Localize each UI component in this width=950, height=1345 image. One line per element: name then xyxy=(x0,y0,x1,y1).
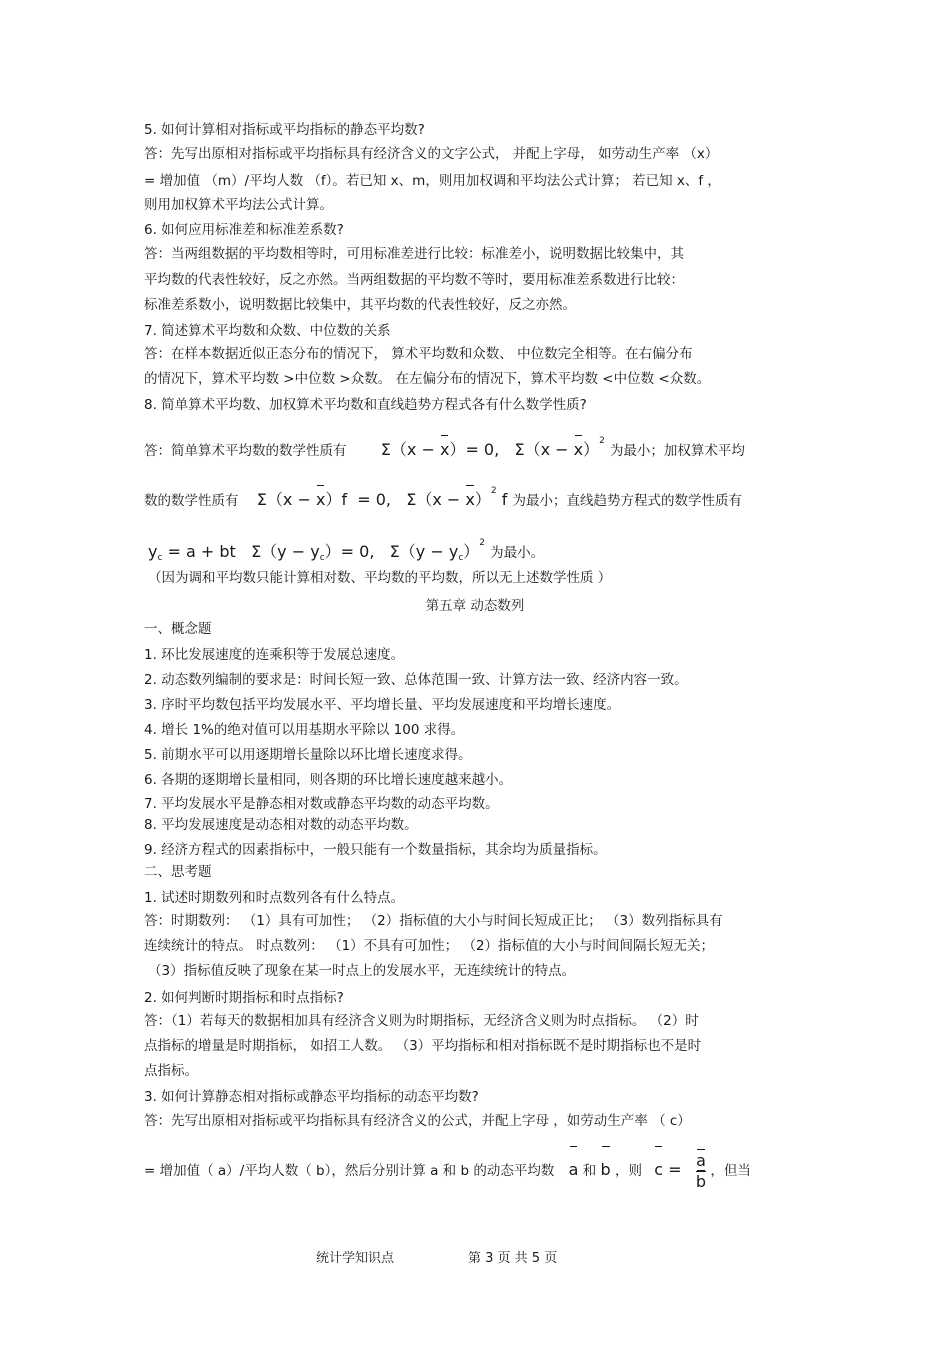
think-q2-answer-line-2: 点指标的增量是时期指标， 如招工人数。 （3）平均指标和相对指标既不是时期指标也不是时 xyxy=(144,1038,702,1054)
q8-formula-line-1 xyxy=(144,428,745,464)
concept-item: 3. 序时平均数包括平均发展水平、平均增长量、平均发展速度和平均增长速度。 xyxy=(144,697,621,713)
q5-answer-line-1: 答：先写出原相对指标或平均指标具有经济含义的文字公式， 并配上字母， 如劳动生产率 （x） xyxy=(144,146,719,162)
think-q3-answer-line-1: 答：先写出原相对指标或平均指标具有经济含义的公式，并配上字母 ，如劳动生产率 （ c） xyxy=(144,1113,691,1129)
c-ratio-fraction: $\frac{a}{b}$ xyxy=(695,1150,707,1191)
q5-title: 5. 如何计算相对指标或平均指标的静态平均数? xyxy=(144,122,425,138)
concept-heading: 一、概念题 xyxy=(144,621,212,637)
think-q1-answer-line-3: （3）指标值反映了现象在某一时点上的发展水平，无连续统计的特点。 xyxy=(148,963,576,979)
q7-title: 7. 简述算术平均数和众数、中位数的关系 xyxy=(144,323,391,339)
concept-item: 5. 前期水平可以用逐期增长量除以环比增长速度求得。 xyxy=(144,747,472,763)
weighted-mean-properties-formula: Σ（x − x）f = 0, $\Sigma(x - x)^2$ f xyxy=(257,490,513,509)
q8-line1-text: 答：简单算术平均数的数学性质有 xyxy=(144,443,347,459)
think-q3-then: ，则 xyxy=(615,1163,642,1179)
chapter-title: 第五章 动态数列 xyxy=(425,598,525,614)
q8-formula-line-2 xyxy=(144,478,742,514)
q8-line2-tail: 为最小；直线趋势方程式的数学性质有 xyxy=(512,493,742,509)
simple-mean-properties-formula: Σ（x − x）= 0, $\Sigma(x - x)^2$ xyxy=(381,440,610,459)
q8-line1-tail: 为最小；加权算术平均 xyxy=(609,443,745,459)
think-q3-line2-text: = 增加值（ a）/平均人数（ b），然后分别计算 a 和 b 的动态平均数 xyxy=(144,1163,555,1179)
q8-note: （因为调和平均数只能计算相对数、平均数的平均数，所以无上述数学性质 ） xyxy=(148,570,612,586)
concept-item: 2. 动态数列编制的要求是：时间长短一致、总体范围一致、计算方法一致、经济内容一致。 xyxy=(144,672,688,688)
q6-answer-line-2: 平均数的代表性较好，反之亦然。当两组数据的平均数不等时，要用标准差系数进行比较： xyxy=(144,272,684,288)
think-q1-title: 1. 试述时期数列和时点数列各有什么特点。 xyxy=(144,890,405,906)
think-heading: 二、思考题 xyxy=(144,864,212,880)
concept-item: 6. 各期的逐期增长量相同，则各期的环比增长速度越来越小。 xyxy=(144,772,513,788)
footer-left: 统计学知识点 xyxy=(316,1251,395,1266)
q6-answer-line-1: 答：当两组数据的平均数相等时，可用标准差进行比较：标准差小，说明数据比较集中，其 xyxy=(144,246,684,262)
think-q1-answer-line-1: 答：时期数列： （1）具有可加性； （2）指标值的大小与时间长短成正比； （3）数列指标具有 xyxy=(144,913,723,929)
concept-item: 7. 平均发展水平是静态相对数或静态平均数的动态平均数。 xyxy=(144,796,499,812)
q8-formula-line-3 xyxy=(144,530,544,571)
q8-line2-text: 数的数学性质有 xyxy=(144,493,239,509)
concept-item: 8. 平均发展速度是动态相对数的动态平均数。 xyxy=(144,817,418,833)
trend-equation-properties-formula: $y_c = a$ + bt $\Sigma(y - y_c)= 0$, $\Sigma(y - y_c)^2$ xyxy=(148,538,486,563)
concept-item: 4. 增长 1%的绝对值可以用基期水平除以 100 求得。 xyxy=(144,722,465,738)
q8-title: 8. 简单算术平均数、加权算术平均数和直线趋势方程式各有什么数学性质? xyxy=(144,397,587,413)
q5-answer-line-2: = 增加值 （m）/平均人数 （f）。若已知 x、m，则用加权调和平均法公式计算； 若已知 x、f ， xyxy=(144,173,721,189)
q5-answer-line-3: 则用加权算术平均法公式计算。 xyxy=(144,197,333,213)
q8-line3-tail: 为最小。 xyxy=(490,545,545,561)
think-q2-title: 2. 如何判断时期指标和时点指标? xyxy=(144,990,344,1006)
mean-b-symbol: b xyxy=(601,1160,611,1179)
q6-title: 6. 如何应用标准差和标准差系数? xyxy=(144,222,344,238)
think-q3-answer-line-2 xyxy=(144,1148,751,1193)
q7-answer-line-1: 答：在样本数据近似正态分布的情况下， 算术平均数和众数、 中位数完全相等。在右偏分布 xyxy=(144,346,693,362)
concept-item: 9. 经济方程式的因素指标中，一般只能有一个数量指标，其余均为质量指标。 xyxy=(144,842,607,858)
mean-a-symbol: a xyxy=(569,1160,579,1179)
think-q3-title: 3. 如何计算静态相对指标或静态平均指标的动态平均数? xyxy=(144,1089,479,1105)
think-q3-tail: ，但当 xyxy=(710,1163,751,1179)
think-q3-and: 和 xyxy=(582,1163,597,1179)
q7-answer-line-2: 的情况下，算术平均数 >中位数 >众数。 在左偏分布的情况下，算术平均数 <中位数 <众数。 xyxy=(144,371,711,387)
concept-item: 1. 环比发展速度的连乘积等于发展总速度。 xyxy=(144,647,405,663)
mean-c-symbol: c = xyxy=(654,1160,681,1179)
think-q2-answer-line-1: 答：（1）若每天的数据相加具有经济含义则为时期指标，无经济含义则为时点指标。 （2）时 xyxy=(144,1013,699,1029)
footer-page-number: 第 3 页 共 5 页 xyxy=(468,1251,558,1266)
q6-answer-line-3: 标准差系数小，说明数据比较集中，其平均数的代表性较好，反之亦然。 xyxy=(144,297,576,313)
think-q1-answer-line-2: 连续统计的特点。 时点数列： （1）不具有可加性； （2）指标值的大小与时间间隔长短无关； xyxy=(144,938,715,954)
think-q2-answer-line-3: 点指标。 xyxy=(144,1063,198,1079)
